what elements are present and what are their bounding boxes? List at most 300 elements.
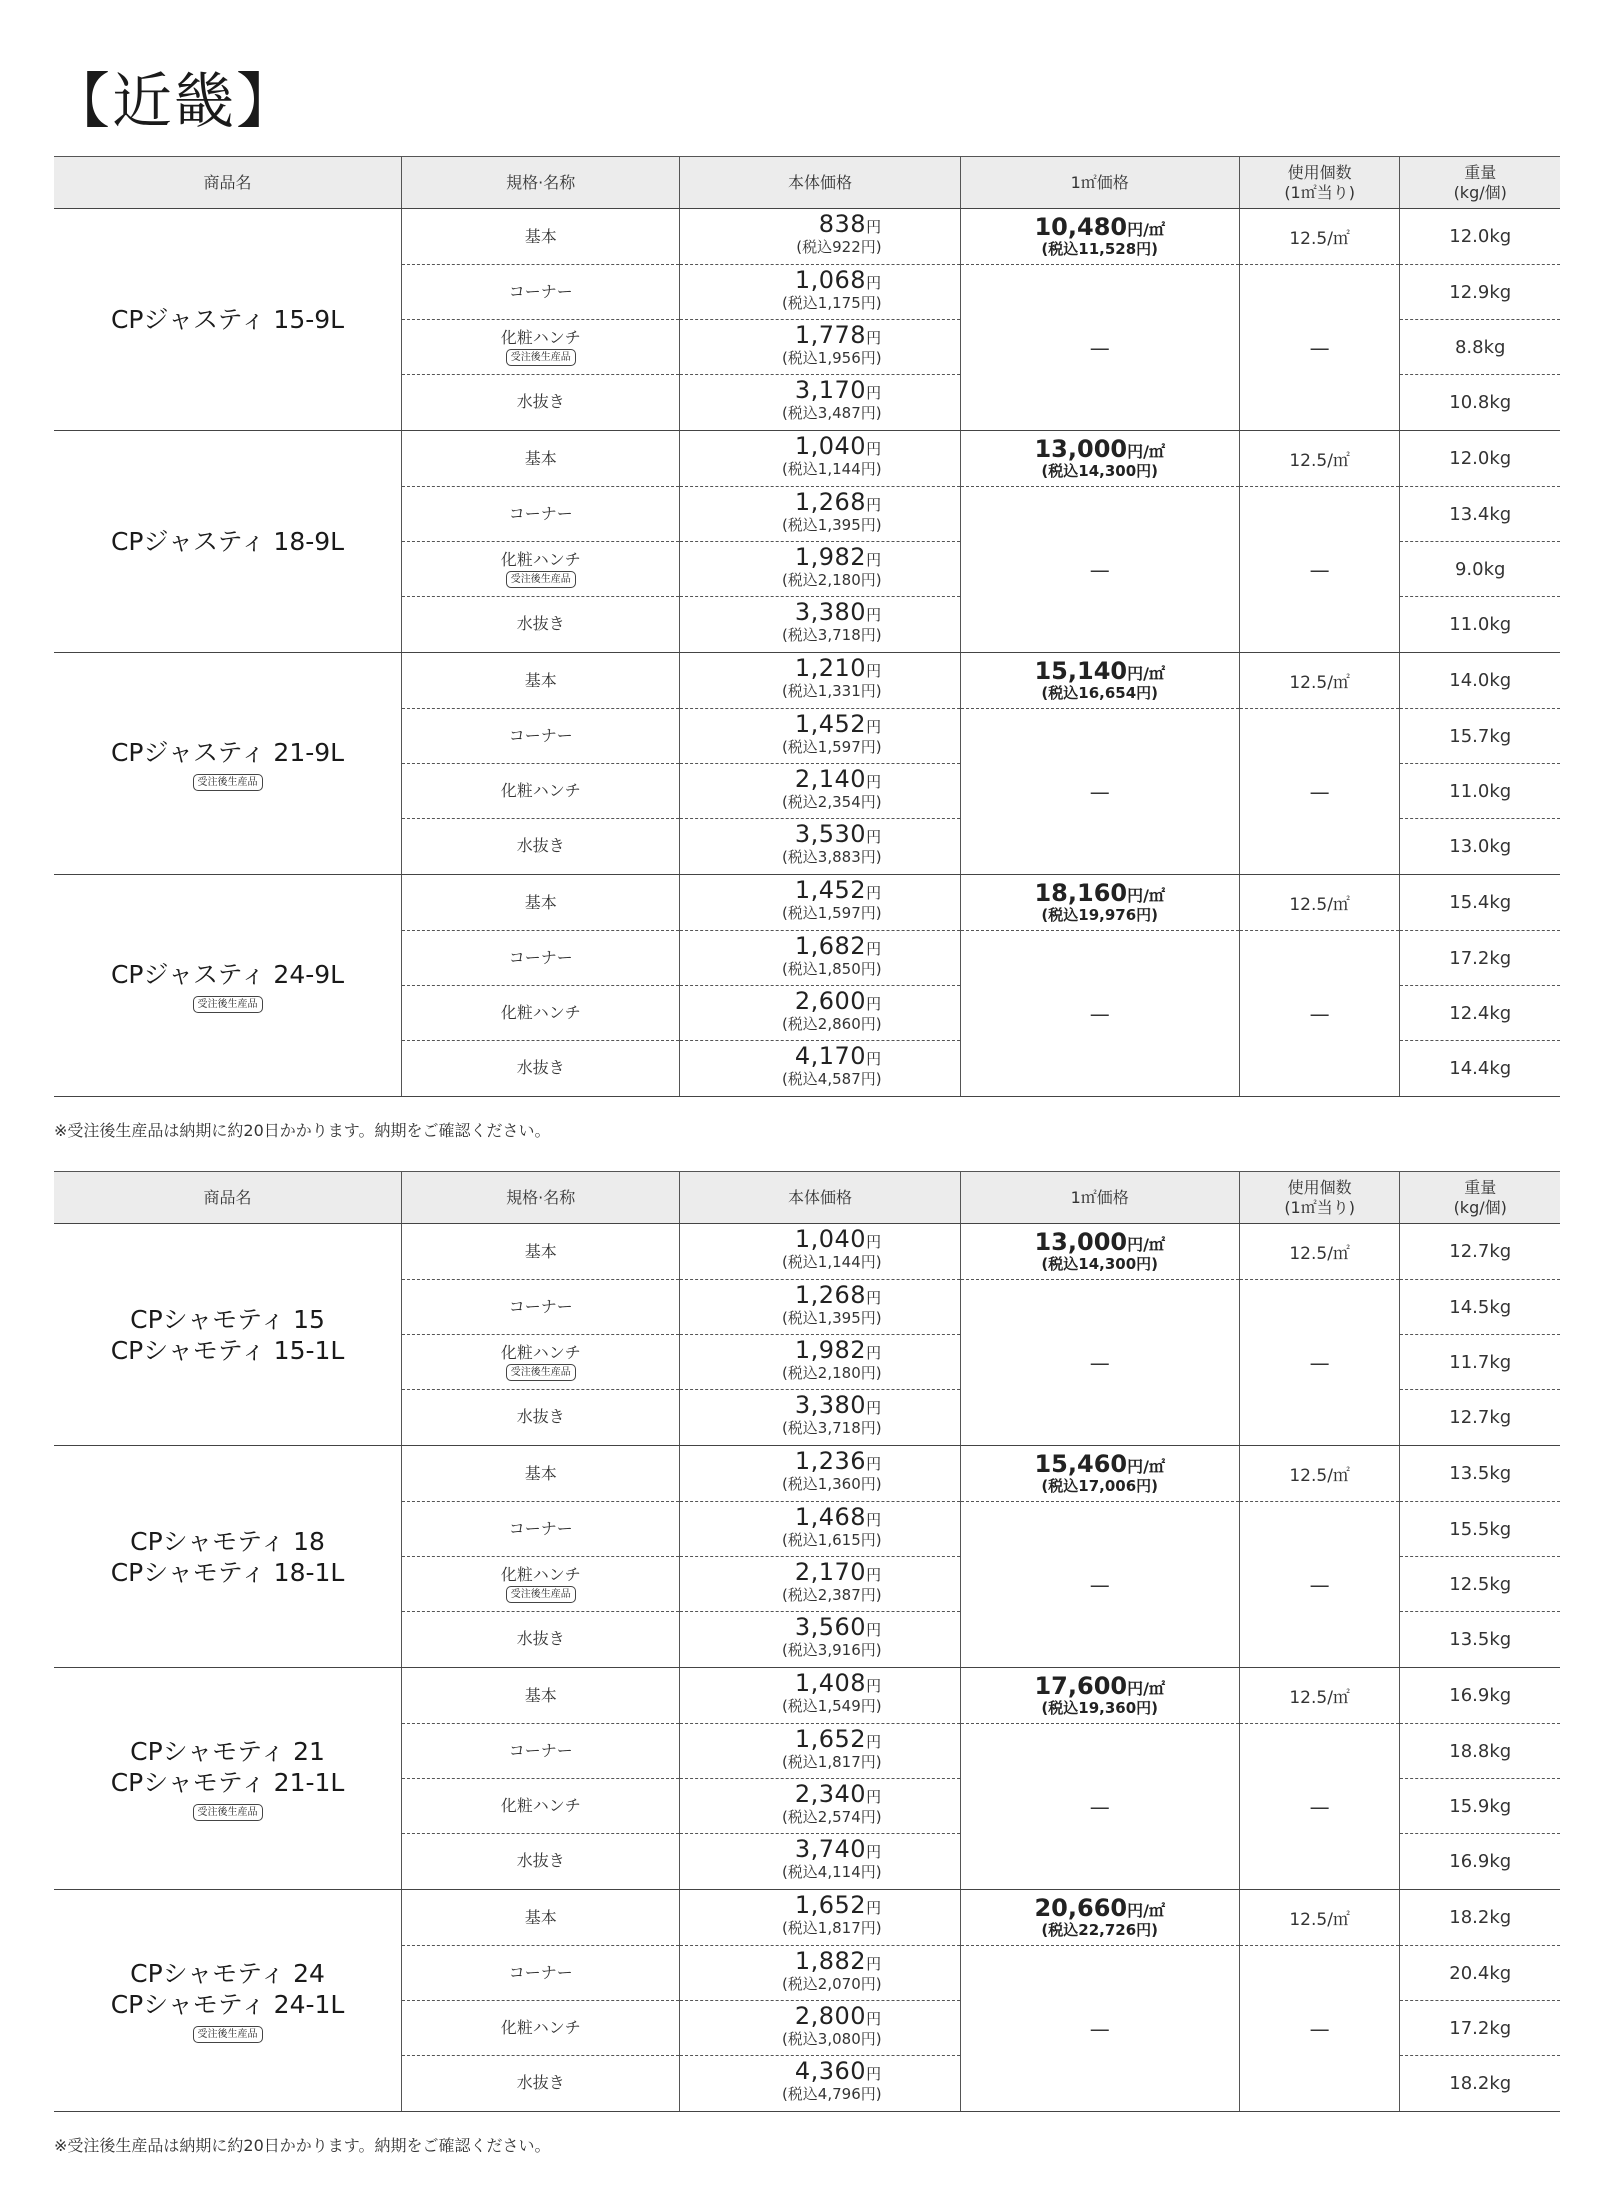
- spec-label: コーナー: [508, 726, 573, 745]
- footnote: ※受注後生産品は納期に約20日かかります。納期をご確認ください。: [54, 2136, 551, 2155]
- yen-unit: 円: [866, 1050, 882, 1068]
- weight-cell: 20.4kg: [1400, 1945, 1560, 2000]
- header-cell: 規格·名称: [401, 157, 679, 208]
- weight-cell: 11.0kg: [1400, 596, 1560, 651]
- tax-included-price: (税込2,860円): [781, 1015, 882, 1033]
- product-name-line: CPシャモティ 15: [130, 1304, 325, 1334]
- price-column: [679, 431, 959, 652]
- made-to-order-badge: 受注後生産品: [506, 1364, 576, 1381]
- price-cell: [680, 1611, 959, 1666]
- usage-count: 12.5/㎡: [1240, 1668, 1400, 1724]
- product-name: [54, 209, 401, 430]
- m2-price-cell: [961, 431, 1239, 487]
- yen-unit: 円: [866, 496, 882, 514]
- yen-unit: 円: [866, 551, 882, 569]
- base-price: 3,380円: [794, 1391, 882, 1419]
- weight-cell: 15.9kg: [1400, 1778, 1560, 1833]
- yen-unit: 円: [866, 274, 882, 292]
- usage-count: 12.5/㎡: [1240, 431, 1400, 487]
- spec-cell: [402, 763, 679, 818]
- header-cell: 使用個数 (1㎡当り): [1239, 157, 1400, 208]
- tax-included-price: (税込1,360円): [781, 1475, 882, 1493]
- spec-cell: [402, 596, 679, 651]
- base-price: 2,170円: [794, 1558, 882, 1586]
- weight-cell: 13.0kg: [1400, 818, 1560, 873]
- spec-cell: [402, 374, 679, 429]
- price-column: [679, 209, 959, 430]
- weight-cell: 12.4kg: [1400, 985, 1560, 1040]
- price-cell: [680, 763, 959, 818]
- tax-included-price: (税込3,883円): [781, 848, 882, 866]
- price-cell: [680, 1723, 959, 1778]
- weight-cell: 13.5kg: [1449, 1463, 1512, 1484]
- spec-label: 基本: [524, 226, 557, 246]
- price-cell: [680, 1501, 959, 1556]
- dash-cell: —: [1089, 1572, 1110, 1597]
- weight-cell: 18.2kg: [1400, 2055, 1560, 2110]
- spec-column: [401, 875, 679, 1096]
- tax-included-price: (税込3,718円): [781, 1419, 882, 1437]
- m2-price-column: [960, 1224, 1239, 1445]
- m2-tax-included-price: (税込19,976円): [1041, 905, 1159, 924]
- dash-cell: —: [1309, 1572, 1330, 1597]
- base-price: 1,468円: [794, 1503, 882, 1531]
- spec-cell: [402, 1446, 679, 1501]
- price-cell: [680, 1389, 959, 1444]
- weight-cell: 15.4kg: [1449, 892, 1512, 913]
- m2-price: 18,160円/㎡: [1034, 878, 1165, 907]
- spec-cell: [402, 1279, 679, 1334]
- spec-cell: [402, 431, 679, 486]
- page-title: 【近畿】: [50, 67, 298, 137]
- made-to-order-badge: 受注後生産品: [193, 2026, 263, 2043]
- price-column: [679, 875, 959, 1096]
- price-cell: [680, 1040, 959, 1095]
- dash-cell: —: [1089, 557, 1110, 582]
- yen-unit: 円: [866, 940, 882, 958]
- base-price: 2,600円: [794, 987, 882, 1015]
- base-price: 1,652円: [794, 1725, 882, 1753]
- tax-included-price: (税込1,817円): [781, 1919, 882, 1937]
- tax-included-price: (税込1,549円): [781, 1697, 882, 1715]
- yen-unit: 円: [866, 1843, 882, 1861]
- spec-cell: [402, 1611, 679, 1666]
- m2-price: 13,000円/㎡: [1034, 434, 1165, 463]
- spec-label: 水抜き: [516, 836, 565, 855]
- price-cell: [680, 708, 959, 763]
- product-group: [54, 209, 1560, 431]
- m2-price-unit: 円/㎡: [1127, 663, 1165, 683]
- m2-tax-included-price: (税込11,528円): [1041, 239, 1159, 258]
- m2-price-unit: 円/㎡: [1127, 1678, 1165, 1698]
- base-price: 1,210円: [794, 654, 882, 682]
- base-price: 1,882円: [794, 1947, 882, 1975]
- price-cell: [680, 1224, 959, 1279]
- header-cell: 商品名: [203, 172, 252, 192]
- m2-price-cell: [961, 1668, 1239, 1724]
- weight-cell: 11.7kg: [1400, 1334, 1560, 1389]
- weight-cell: 12.5kg: [1400, 1556, 1560, 1611]
- price-cell: [680, 1778, 959, 1833]
- spec-cell: [402, 1723, 679, 1778]
- price-column: [679, 1446, 959, 1667]
- weight-cell: 13.4kg: [1400, 486, 1560, 541]
- price-column: [679, 1668, 959, 1889]
- m2-price-column: [960, 209, 1239, 430]
- product-name: [54, 875, 401, 1096]
- tax-included-price: (税込3,487円): [781, 404, 882, 422]
- product-group: [54, 1668, 1560, 1890]
- spec-cell: [402, 209, 679, 264]
- m2-price-cell: [961, 1224, 1239, 1280]
- m2-price-cell: [961, 653, 1239, 709]
- base-price: 4,170円: [794, 1042, 882, 1070]
- product-name: [54, 1446, 401, 1667]
- product-name: [54, 431, 401, 652]
- made-to-order-badge: 受注後生産品: [506, 349, 576, 366]
- yen-unit: 円: [866, 1899, 882, 1917]
- spec-cell: [402, 319, 679, 374]
- tax-included-price: (税込2,574円): [781, 1808, 882, 1826]
- base-price: 1,236円: [794, 1447, 882, 1475]
- usage-count: 12.5/㎡: [1240, 209, 1400, 265]
- product-name-line: CPシャモティ 21-1L: [110, 1768, 345, 1797]
- m2-price-column: [960, 1446, 1239, 1667]
- yen-unit: 円: [866, 1344, 882, 1362]
- base-price: 1,068円: [794, 266, 882, 294]
- price-cell: [680, 1446, 959, 1501]
- dash-cell: —: [1089, 335, 1110, 360]
- base-price: 2,340円: [794, 1780, 882, 1808]
- price-cell: [680, 2055, 959, 2110]
- base-price: 1,268円: [794, 488, 882, 516]
- yen-unit: 円: [866, 1511, 882, 1529]
- spec-cell: [402, 1556, 679, 1611]
- price-cell: [680, 319, 959, 374]
- tax-included-price: (税込1,597円): [781, 904, 882, 922]
- dash-cell: —: [1309, 557, 1330, 582]
- m2-price-cell: [961, 875, 1239, 931]
- header-cell: 1㎡価格: [960, 1172, 1239, 1223]
- spec-cell: [402, 708, 679, 763]
- price-column: [679, 1224, 959, 1445]
- m2-tax-included-price: (税込14,300円): [1041, 461, 1159, 480]
- m2-price-unit: 円/㎡: [1127, 219, 1165, 239]
- spec-label: 化粧ハンチ: [500, 549, 581, 569]
- tax-included-price: (税込2,354円): [781, 793, 882, 811]
- spec-cell: [402, 1334, 679, 1389]
- dash-cell: —: [1309, 1001, 1330, 1026]
- dash-cell: —: [1309, 2016, 1330, 2041]
- dash-cell: —: [1089, 2016, 1110, 2041]
- usage-column: [1239, 875, 1400, 1096]
- spec-cell: [402, 875, 679, 930]
- price-cell: [680, 653, 959, 708]
- spec-column: [401, 1224, 679, 1445]
- usage-column: [1239, 1446, 1400, 1667]
- weight-column: [1399, 653, 1560, 874]
- product-group: [54, 1224, 1560, 1446]
- product-name-line: CPシャモティ 18-1L: [110, 1557, 345, 1587]
- yen-unit: 円: [866, 1733, 882, 1751]
- price-cell: [680, 985, 959, 1040]
- yen-unit: 円: [866, 1289, 882, 1307]
- product-name-line: CPジャスティ 15-9L: [110, 305, 345, 334]
- price-cell: [680, 541, 959, 596]
- base-price: 838円: [818, 210, 882, 238]
- spec-label: コーナー: [508, 282, 573, 301]
- tax-included-price: (税込2,070円): [781, 1975, 882, 1993]
- tax-included-price: (税込1,331円): [781, 682, 882, 700]
- spec-label: 化粧ハンチ: [500, 2018, 581, 2037]
- dash-cell: —: [1309, 1794, 1330, 1819]
- yen-unit: 円: [866, 218, 882, 236]
- tax-included-price: (税込4,796円): [781, 2085, 882, 2103]
- m2-price: 20,660円/㎡: [1034, 1893, 1165, 1922]
- yen-unit: 円: [866, 2065, 882, 2083]
- yen-unit: 円: [866, 828, 882, 846]
- base-price: 1,982円: [794, 1336, 882, 1364]
- spec-label: 化粧ハンチ: [500, 1003, 581, 1022]
- spec-cell: [402, 1040, 679, 1095]
- dash-cell: —: [1309, 779, 1330, 804]
- yen-unit: 円: [866, 1399, 882, 1417]
- m2-price: 17,600円/㎡: [1034, 1671, 1165, 1700]
- weight-cell: 8.8kg: [1400, 319, 1560, 374]
- m2-price-column: [960, 1890, 1239, 2111]
- m2-price: 10,480円/㎡: [1034, 212, 1165, 241]
- m2-tax-included-price: (税込16,654円): [1041, 683, 1159, 702]
- weight-column: [1399, 1668, 1560, 1889]
- spec-column: [401, 653, 679, 874]
- usage-count: 12.5/㎡: [1240, 653, 1400, 709]
- usage-column: [1239, 653, 1400, 874]
- made-to-order-badge: 受注後生産品: [193, 996, 263, 1013]
- product-name: [54, 653, 401, 874]
- price-cell: [680, 1279, 959, 1334]
- weight-cell: 12.0kg: [1449, 448, 1512, 469]
- m2-price-column: [960, 653, 1239, 874]
- yen-unit: 円: [866, 440, 882, 458]
- tax-included-price: (税込3,718円): [781, 626, 882, 644]
- weight-column: [1399, 209, 1560, 430]
- product-group: [54, 1446, 1560, 1668]
- weight-column: [1399, 875, 1560, 1096]
- header-cell: 使用個数 (1㎡当り): [1239, 1172, 1400, 1223]
- spec-cell: [402, 541, 679, 596]
- tax-included-price: (税込2,180円): [781, 1364, 882, 1382]
- tax-included-price: (税込3,080円): [781, 2030, 882, 2048]
- base-price: 3,380円: [794, 598, 882, 626]
- weight-column: [1399, 1224, 1560, 1445]
- tax-included-price: (税込1,817円): [781, 1753, 882, 1771]
- spec-label: 基本: [524, 1685, 557, 1705]
- made-to-order-badge: 受注後生産品: [193, 1804, 263, 1821]
- spec-cell: [402, 1668, 679, 1723]
- spec-label: 化粧ハンチ: [500, 1342, 581, 1362]
- spec-label: 基本: [524, 1907, 557, 1927]
- spec-label: コーナー: [508, 948, 573, 967]
- m2-price-cell: [961, 1446, 1239, 1502]
- product-name-line: CPジャスティ 21-9L: [110, 737, 345, 767]
- weight-cell: 14.0kg: [1449, 670, 1512, 691]
- yen-unit: 円: [866, 329, 882, 347]
- m2-price-column: [960, 1668, 1239, 1889]
- tax-included-price: (税込2,180円): [781, 571, 882, 589]
- base-price: 3,560円: [794, 1613, 882, 1641]
- price-cell: [680, 1556, 959, 1611]
- weight-cell: 12.7kg: [1400, 1389, 1560, 1444]
- spec-cell: [402, 985, 679, 1040]
- usage-count: 12.5/㎡: [1240, 1890, 1400, 1946]
- base-price: 3,740円: [794, 1835, 882, 1863]
- product-name-line: CPシャモティ 24: [130, 1959, 325, 1988]
- spec-cell: [402, 818, 679, 873]
- weight-cell: 12.0kg: [1449, 226, 1512, 247]
- m2-price-unit: 円/㎡: [1127, 1234, 1165, 1254]
- tax-included-price: (税込1,395円): [781, 516, 882, 534]
- weight-cell: 9.0kg: [1400, 541, 1560, 596]
- price-column: [679, 653, 959, 874]
- base-price: 1,682円: [794, 932, 882, 960]
- m2-tax-included-price: (税込14,300円): [1041, 1254, 1159, 1273]
- price-cell: [680, 1945, 959, 2000]
- usage-column: [1239, 209, 1400, 430]
- m2-price: 13,000円/㎡: [1034, 1227, 1165, 1256]
- dash-cell: —: [1309, 1350, 1330, 1375]
- base-price: 1,652円: [794, 1891, 882, 1919]
- base-price: 1,040円: [794, 432, 882, 460]
- header-cell: 本体価格: [679, 1172, 959, 1223]
- weight-column: [1399, 1446, 1560, 1667]
- spec-label: コーナー: [508, 504, 573, 523]
- spec-cell: [402, 1778, 679, 1833]
- table-header: [54, 1171, 1560, 1224]
- yen-unit: 円: [866, 1788, 882, 1806]
- made-to-order-badge: 受注後生産品: [506, 1586, 576, 1603]
- yen-unit: 円: [866, 718, 882, 736]
- usage-count: 12.5/㎡: [1240, 1224, 1400, 1280]
- base-price: 1,268円: [794, 1281, 882, 1309]
- tax-included-price: (税込1,144円): [781, 460, 882, 478]
- yen-unit: 円: [866, 773, 882, 791]
- price-cell: [680, 1833, 959, 1888]
- spec-label: 化粧ハンチ: [500, 327, 581, 347]
- product-name-line: CPシャモティ 24-1L: [110, 1990, 345, 2019]
- price-cell: [680, 1890, 959, 1945]
- m2-tax-included-price: (税込17,006円): [1041, 1476, 1159, 1495]
- weight-column: [1399, 1890, 1560, 2111]
- usage-column: [1239, 1890, 1400, 2111]
- spec-column: [401, 209, 679, 430]
- m2-tax-included-price: (税込19,360円): [1041, 1698, 1159, 1717]
- m2-price: 15,460円/㎡: [1034, 1449, 1165, 1478]
- weight-cell: 18.2kg: [1449, 1907, 1512, 1928]
- usage-column: [1239, 1224, 1400, 1445]
- base-price: 2,800円: [794, 2002, 882, 2030]
- spec-column: [401, 1446, 679, 1667]
- base-price: 2,140円: [794, 765, 882, 793]
- base-price: 1,982円: [794, 543, 882, 571]
- spec-label: 基本: [524, 892, 557, 912]
- weight-cell: 15.5kg: [1400, 1501, 1560, 1556]
- header-cell: 本体価格: [679, 157, 959, 208]
- weight-cell: 14.5kg: [1400, 1279, 1560, 1334]
- spec-label: 水抜き: [516, 2073, 565, 2092]
- spec-label: 水抜き: [516, 1058, 565, 1077]
- price-cell: [680, 264, 959, 319]
- tax-included-price: (税込1,395円): [781, 1309, 882, 1327]
- price-cell: [680, 1334, 959, 1389]
- base-price: 1,408円: [794, 1669, 882, 1697]
- spec-cell: [402, 653, 679, 708]
- price-table: [54, 156, 1560, 1097]
- tax-included-price: (税込1,956円): [781, 349, 882, 367]
- yen-unit: 円: [866, 606, 882, 624]
- base-price: 1,040円: [794, 1225, 882, 1253]
- price-cell: [680, 2000, 959, 2055]
- m2-price-column: [960, 431, 1239, 652]
- yen-unit: 円: [866, 995, 882, 1013]
- m2-price-unit: 円/㎡: [1127, 1900, 1165, 1920]
- spec-cell: [402, 930, 679, 985]
- yen-unit: 円: [866, 884, 882, 902]
- price-cell: [680, 818, 959, 873]
- header-cell: 重量 (kg/個): [1399, 157, 1560, 208]
- spec-cell: [402, 1224, 679, 1279]
- tax-included-price: (税込1,597円): [781, 738, 882, 756]
- product-name-line: CPシャモティ 21: [130, 1737, 325, 1766]
- usage-column: [1239, 1668, 1400, 1889]
- product-group: [54, 1890, 1560, 2112]
- product-name: [54, 1224, 401, 1445]
- yen-unit: 円: [866, 1233, 882, 1251]
- product-group: [54, 431, 1560, 653]
- spec-cell: [402, 2055, 679, 2110]
- spec-cell: [402, 1833, 679, 1888]
- weight-cell: 16.9kg: [1449, 1685, 1512, 1706]
- yen-unit: 円: [866, 2010, 882, 2028]
- spec-label: 水抜き: [516, 1629, 565, 1648]
- spec-cell: [402, 2000, 679, 2055]
- made-to-order-badge: 受注後生産品: [506, 571, 576, 588]
- usage-count: 12.5/㎡: [1240, 1446, 1400, 1502]
- product-group: [54, 653, 1560, 875]
- spec-label: 化粧ハンチ: [500, 1564, 581, 1584]
- product-name: [54, 1668, 401, 1889]
- spec-label: コーナー: [508, 1741, 573, 1760]
- footnote: ※受注後生産品は納期に約20日かかります。納期をご確認ください。: [54, 1121, 551, 1140]
- yen-unit: 円: [866, 1566, 882, 1584]
- price-cell: [680, 875, 959, 930]
- usage-column: [1239, 431, 1400, 652]
- dash-cell: —: [1089, 1350, 1110, 1375]
- yen-unit: 円: [866, 1955, 882, 1973]
- made-to-order-badge: 受注後生産品: [193, 774, 263, 791]
- spec-cell: [402, 264, 679, 319]
- weight-cell: 16.9kg: [1400, 1833, 1560, 1888]
- price-cell: [680, 1668, 959, 1723]
- weight-cell: 12.7kg: [1449, 1241, 1512, 1262]
- spec-label: 基本: [524, 1463, 557, 1483]
- weight-cell: 17.2kg: [1400, 930, 1560, 985]
- spec-label: 基本: [524, 1241, 557, 1261]
- tax-included-price: (税込922円): [796, 238, 882, 256]
- m2-tax-included-price: (税込22,726円): [1041, 1920, 1159, 1939]
- m2-price-cell: [961, 1890, 1239, 1946]
- m2-price-unit: 円/㎡: [1127, 885, 1165, 905]
- spec-label: コーナー: [508, 1519, 573, 1538]
